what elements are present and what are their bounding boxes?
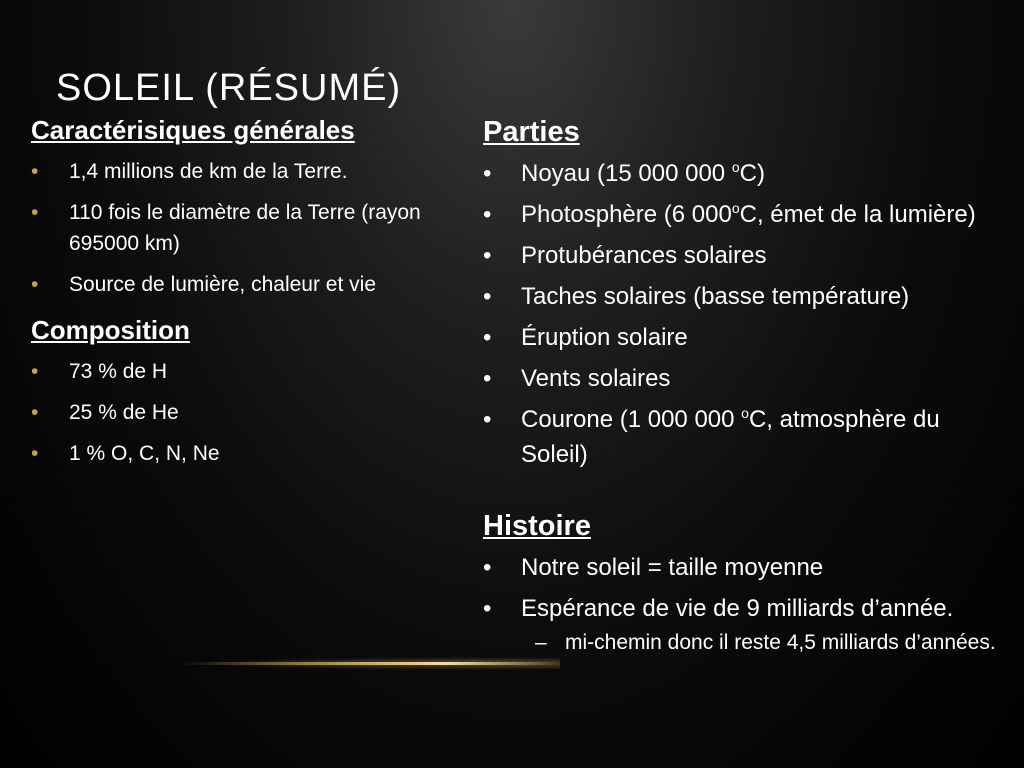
- list-item-text: 73 % de H: [69, 360, 168, 383]
- bullet-icon: •: [483, 554, 492, 581]
- list-item-eruption: [483, 320, 1013, 355]
- sub-list-item-text: mi-chemin donc il reste 4,5 milliards d’années.: [565, 631, 996, 654]
- list-item-text: 1,4 millions de km de la Terre.: [69, 160, 348, 183]
- list-item-text: Courone (1 000 000 $^o$C, atmosphère du Soleil): [521, 405, 940, 468]
- list-item-photosphere: [483, 197, 1013, 232]
- bullet-icon: •: [483, 201, 492, 228]
- histoire-list: [483, 550, 1013, 626]
- list-item-text: Notre soleil = taille moyenne: [521, 554, 824, 581]
- bullet-icon: •: [31, 360, 39, 383]
- list-item-text: Éruption solaire: [521, 324, 688, 351]
- slide-title: SOLEIL (RÉSUMÉ): [56, 67, 402, 109]
- left-column: [31, 114, 451, 469]
- histoire-heading: Histoire: [483, 510, 591, 542]
- list-item-text: Vents solaires: [521, 365, 671, 392]
- bullet-icon: •: [483, 283, 492, 310]
- caracteristiques-heading: Caractérisiques générales: [31, 115, 355, 145]
- list-item-text: Espérance de vie de 9 milliards d’année.: [521, 595, 954, 622]
- bullet-icon: •: [31, 401, 39, 424]
- right-column: [483, 114, 1013, 657]
- composition-heading: Composition: [31, 315, 190, 345]
- bullet-icon: •: [31, 442, 39, 465]
- list-item-taches: [483, 279, 1013, 314]
- list-item-text: 110 fois le diamètre de la Terre (rayon 695000 km): [69, 201, 421, 255]
- bullet-icon: •: [31, 273, 39, 296]
- bullet-icon: •: [31, 201, 39, 224]
- list-item: [31, 197, 451, 259]
- list-item-text: 1 % O, C, N, Ne: [69, 442, 220, 465]
- list-item-courone: [483, 402, 1013, 472]
- bullet-icon: •: [483, 324, 492, 351]
- dash-icon: –: [535, 631, 547, 654]
- gold-divider-line: [180, 662, 560, 665]
- list-item: [483, 550, 1013, 585]
- bullet-icon: •: [31, 160, 39, 183]
- list-item-noyau: [483, 156, 1013, 191]
- bullet-icon: •: [483, 365, 492, 392]
- list-item: [31, 397, 451, 428]
- list-item-text: Protubérances solaires: [521, 242, 767, 269]
- list-item: [483, 591, 1013, 626]
- composition-list: [31, 356, 451, 469]
- list-item-text: Noyau (15 000 000 $^o$C): [521, 159, 765, 187]
- list-item-text: 25 % de He: [69, 401, 179, 424]
- list-item-text: Source de lumière, chaleur et vie: [69, 273, 376, 296]
- histoire-sub-list: [483, 628, 1013, 657]
- parties-heading: Parties: [483, 116, 580, 148]
- list-item-text: Photosphère (6 000$^o$C, émet de la lumière): [521, 200, 976, 228]
- list-item-vents: [483, 361, 1013, 396]
- list-item: [31, 156, 451, 187]
- list-item-text: Taches solaires (basse température): [521, 283, 910, 310]
- list-item-protuberances: [483, 238, 1013, 273]
- list-item: [31, 356, 451, 387]
- bullet-icon: •: [483, 160, 492, 187]
- bullet-icon: •: [483, 242, 492, 269]
- sub-list-item: [483, 628, 1013, 657]
- caracteristiques-list: [31, 156, 451, 300]
- list-item: [31, 269, 451, 300]
- bullet-icon: •: [483, 406, 492, 433]
- list-item: [31, 438, 451, 469]
- bullet-icon: •: [483, 595, 492, 622]
- parties-list: [483, 156, 1013, 472]
